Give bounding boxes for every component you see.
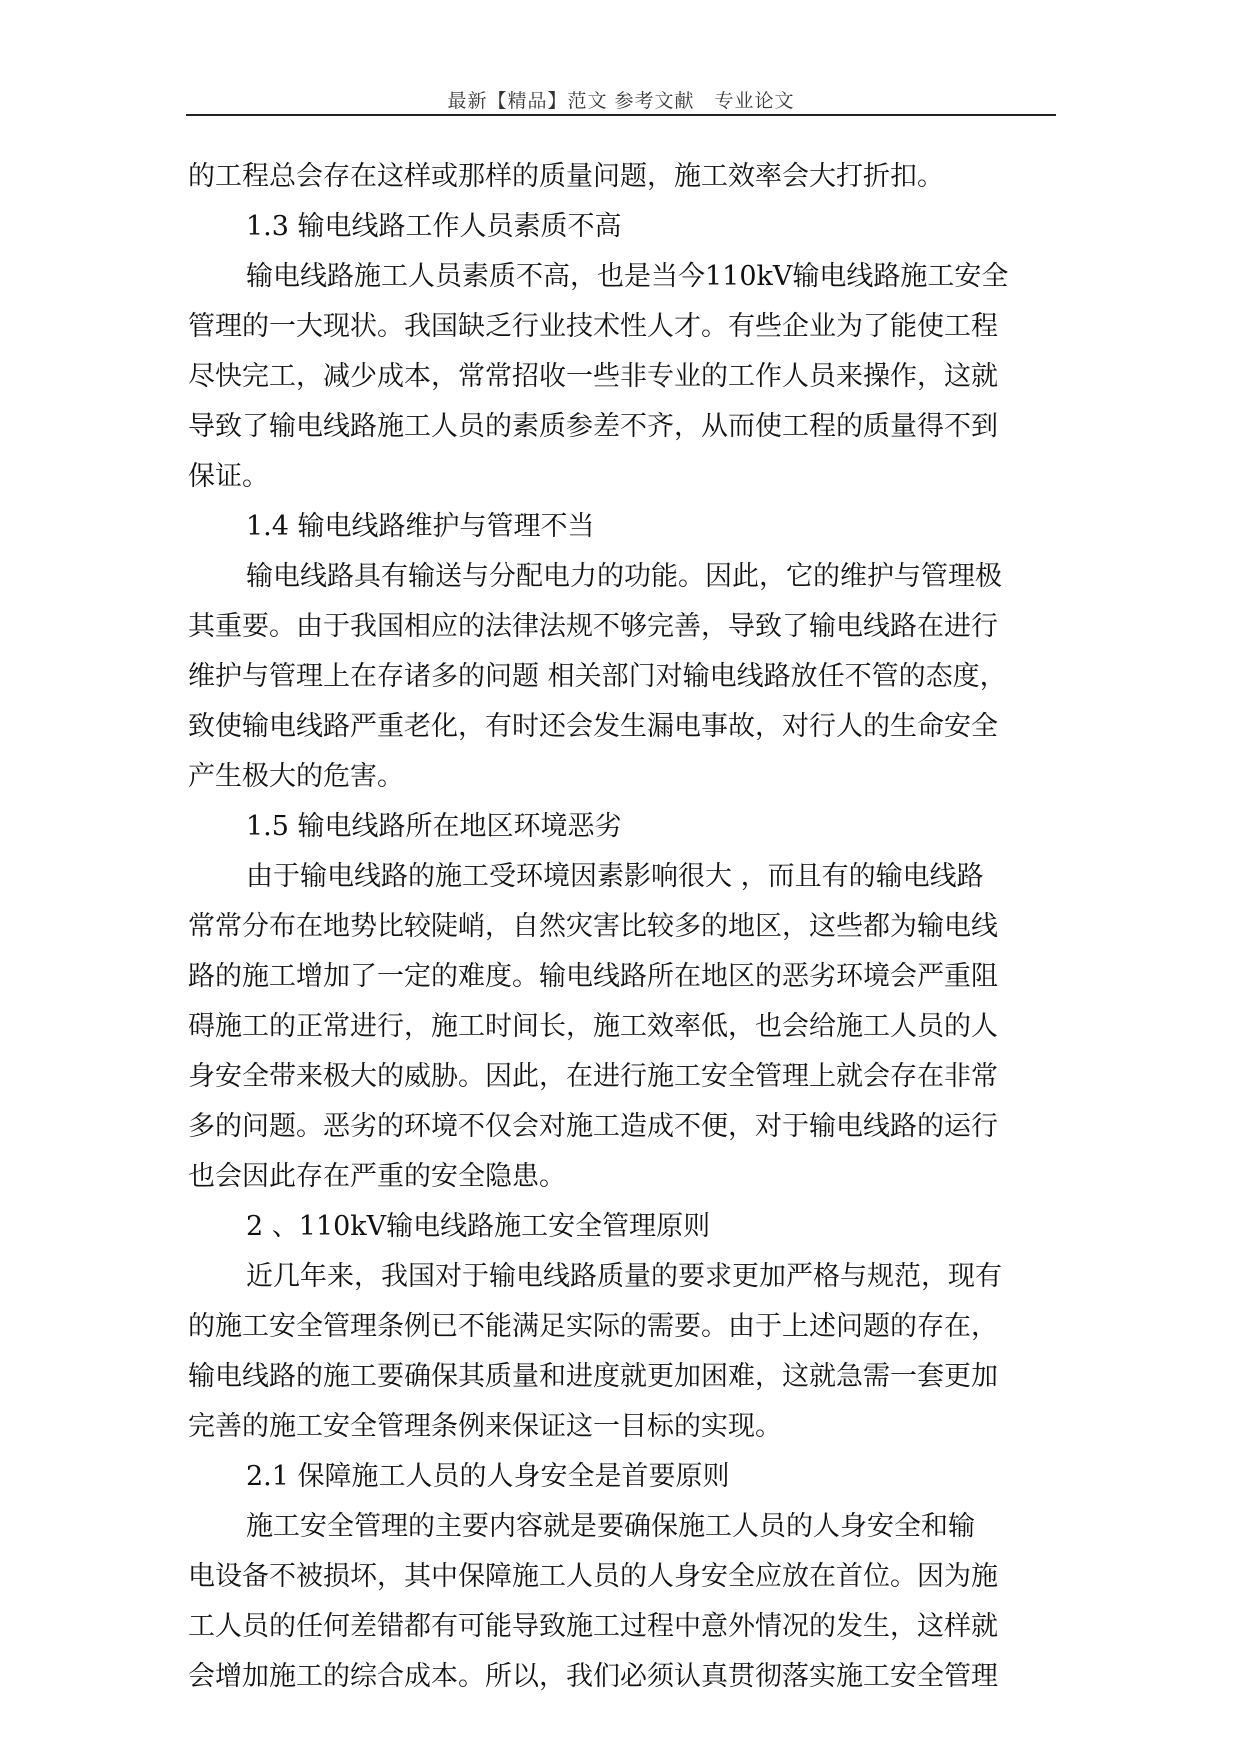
text-line: 保证。 (188, 461, 269, 492)
text-line: 常常分布在地势比较陡峭，自然灾害比较多的地区，这些都为输电线 (188, 911, 998, 942)
text-line: 会增加施工的综合成本。所以，我们必须认真贯彻落实施工安全管理 (188, 1661, 998, 1692)
text-line: 产生极大的危害。 (188, 761, 404, 792)
page-header: 最新【精品】范文 参考文献 专业论文 (447, 90, 795, 112)
text-line: 输电线路具有输送与分配电力的功能。因此，它的维护与管理极 (246, 561, 1002, 592)
text-line: 工人员的任何差错都有可能导致施工过程中意外情况的发生，这样就 (188, 1611, 998, 1642)
section-heading: 1.4 输电线路维护与管理不当 (246, 511, 595, 542)
text-line: 致使输电线路严重老化，有时还会发生漏电事故，对行人的生命安全 (188, 711, 998, 742)
text-line: 施工安全管理的主要内容就是要确保施工人员的人身安全和输 (246, 1511, 975, 1542)
text-line: 的工程总会存在这样或那样的质量问题，施工效率会大打折扣。 (188, 161, 944, 192)
text-line: 身安全带来极大的威胁。因此，在进行施工安全管理上就会存在非常 (188, 1061, 998, 1092)
text-line: 输电线路的施工要确保其质量和进度就更加困难，这就急需一套更加 (188, 1361, 998, 1392)
text-line: 近几年来，我国对于输电线路质量的要求更加严格与规范，现有 (246, 1261, 1002, 1292)
text-line: 输电线路施工人员素质不高，也是当今110kV输电线路施工安全 (246, 261, 1009, 292)
text-line: 尽快完工，减少成本，常常招收一些非专业的工作人员来操作，这就 (188, 361, 998, 392)
text-line: 路的施工增加了一定的难度。输电线路所在地区的恶劣环境会严重阻 (188, 961, 998, 992)
document-body (188, 152, 1058, 1702)
section-heading: 2.1 保障施工人员的人身安全是首要原则 (246, 1461, 730, 1492)
text-line: 其重要。由于我国相应的法律法规不够完善，导致了输电线路在进行 (188, 611, 998, 642)
text-line: 的施工安全管理条例已不能满足实际的需要。由于上述问题的存在， (188, 1311, 998, 1342)
text-line: 管理的一大现状。我国缺乏行业技术性人才。有些企业为了能使工程 (188, 311, 998, 342)
text-line: 完善的施工安全管理条例来保证这一目标的实现。 (188, 1411, 782, 1442)
text-line: 由于输电线路的施工受环境因素影响很大 ，而且有的输电线路 (246, 861, 984, 892)
text-line: 导致了输电线路施工人员的素质参差不齐，从而使工程的质量得不到 (188, 411, 998, 442)
section-heading: 1.5 输电线路所在地区环境恶劣 (246, 811, 622, 842)
text-line: 电设备不被损坏，其中保障施工人员的人身安全应放在首位。因为施 (188, 1561, 998, 1592)
section-heading: 2 、110kV输电线路施工安全管理原则 (246, 1211, 711, 1242)
text-line: 也会因此存在严重的安全隐患。 (188, 1161, 566, 1192)
text-line: 维护与管理上在存诸多的问题 相关部门对输电线路放任不管的态度， (188, 661, 1007, 692)
section-heading: 1.3 输电线路工作人员素质不高 (246, 211, 622, 242)
text-line: 碍施工的正常进行，施工时间长，施工效率低，也会给施工人员的人 (188, 1011, 998, 1042)
header-divider (186, 114, 1056, 116)
text-line: 多的问题。恶劣的环境不仅会对施工造成不便，对于输电线路的运行 (188, 1111, 998, 1142)
